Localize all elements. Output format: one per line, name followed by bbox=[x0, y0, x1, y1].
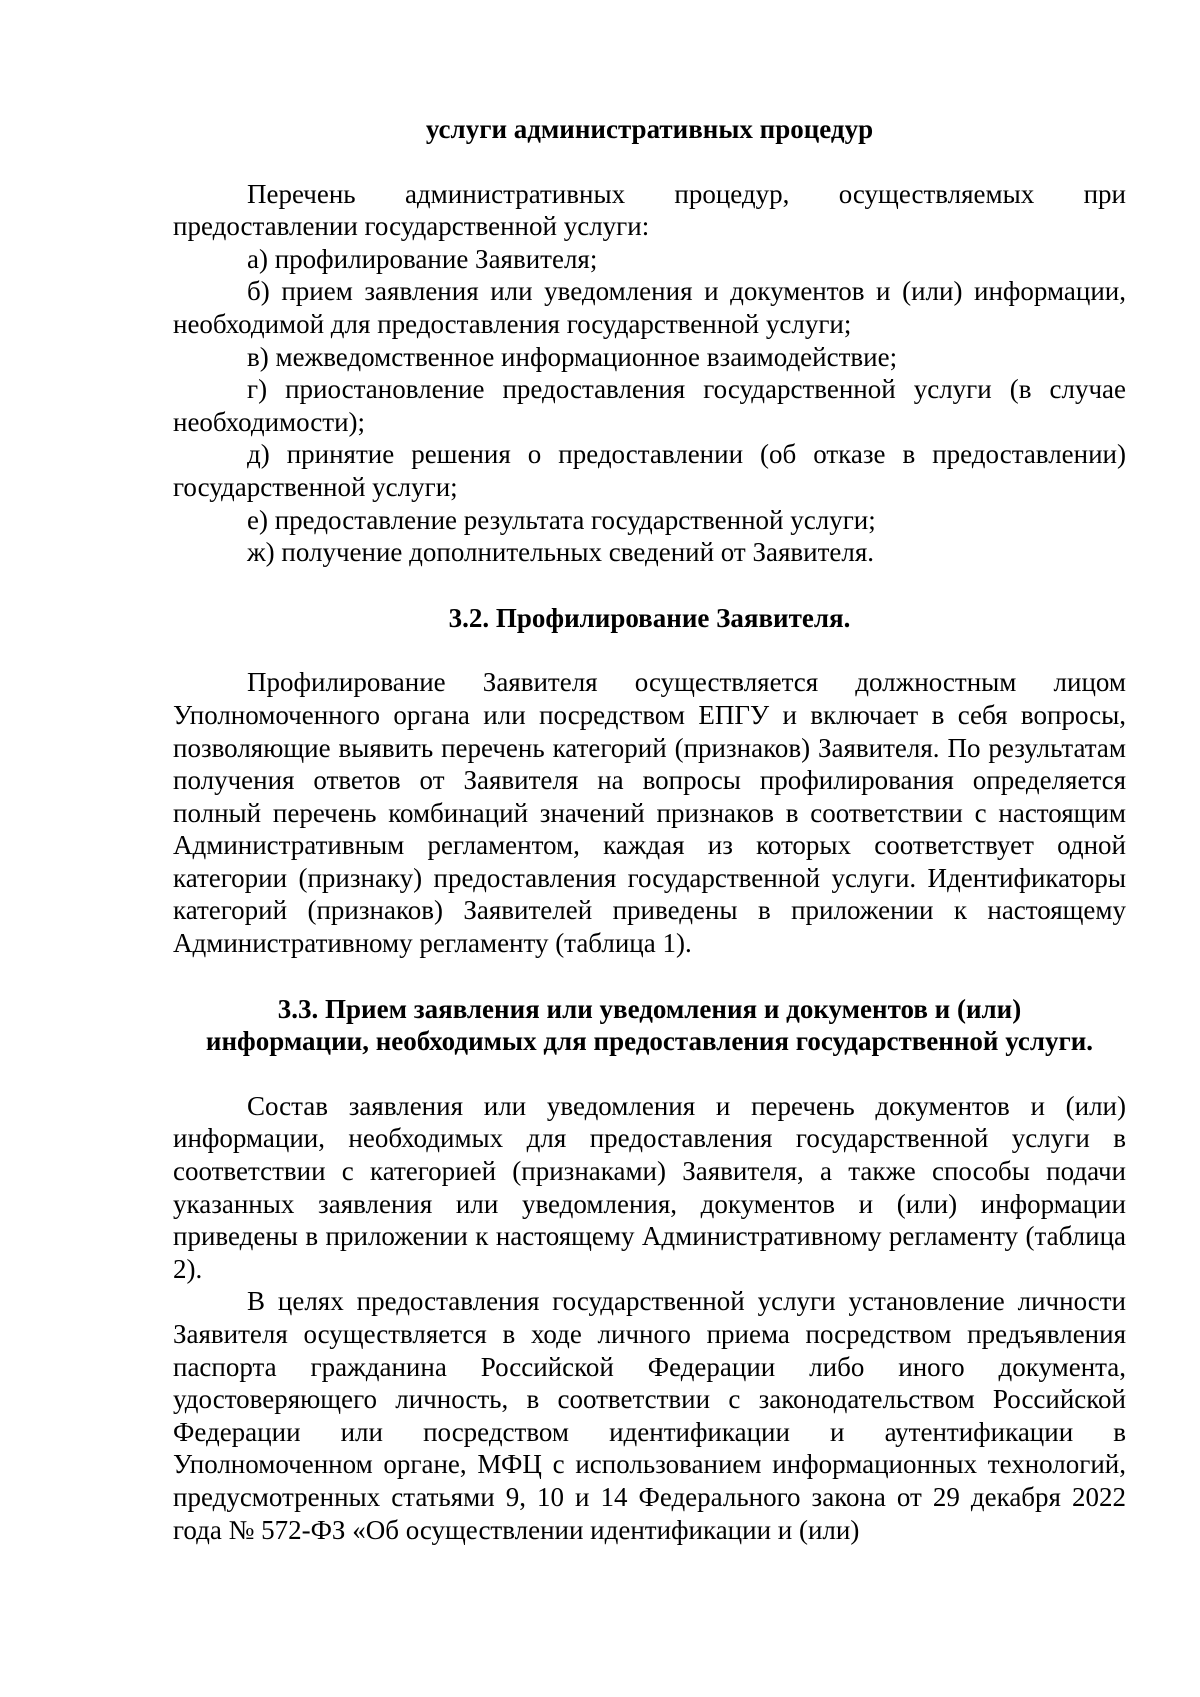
section-3-3-paragraph-2: В целях предоставления государственной услуги установление личности Заявителя осуществляется в ходе личного приема посредством предъявления паспорта гражданина Российской Федерации либо иного документа, удостоверяющего личность, в соответствии с законодательством Российской Федерации или посредством идентификации и аутентификации в Уполномоченном органе, МФЦ с использованием информационных технологий, предусмотренных статьями 9, 10 и 14 Федерального закона от 29 декабря 2022 года № 572-ФЗ «Об осуществлении идентификации и (или) bbox=[173, 1286, 1126, 1545]
procedure-item-e: е) предоставление результата государственной услуги; bbox=[247, 504, 876, 535]
section-3-2-title: 3.2. Профилирование Заявителя. bbox=[448, 602, 851, 633]
procedure-item-d: д) принятие решения о предоставлении (об отказе в предоставлении) государственной услуги; bbox=[173, 439, 1126, 502]
procedures-intro: Перечень административных процедур, осуществляемых при предоставлении государственной услуги: bbox=[173, 178, 1126, 242]
section-3-3-paragraph-1: Состав заявления или уведомления и перечень документов и (или) информации, необходимых для предоставления государственной услуги в соответствии с категорией (признаками) Заявителя, а также способы подачи указанных заявления или уведомления, документов и (или) информации приведены в приложении к настоящему Административному регламенту (таблица 2). bbox=[173, 1090, 1126, 1284]
section-heading-continuation: услуги административных процедур bbox=[425, 114, 874, 144]
section-3-3-title-line2: информации, необходимых для предоставления государственной услуги. bbox=[205, 1026, 1094, 1057]
procedure-item-g: г) приостановление предоставления государственной услуги (в случае необходимости); bbox=[173, 374, 1126, 437]
procedure-item-b: б) прием заявления или уведомления и документов и (или) информации, необходимой для предоставления государственной услуги; bbox=[173, 276, 1126, 339]
document-body bbox=[173, 113, 1126, 1546]
section-3-3-title-line1: 3.3. Прием заявления или уведомления и документов и (или) bbox=[277, 993, 1022, 1024]
section-3-2-paragraph: Профилирование Заявителя осуществляется должностным лицом Уполномоченного органа или посредством ЕПГУ и включает в себя вопросы, позволяющие выявить перечень категорий (признаков) Заявителя. По результатам получения ответов от Заявителя на вопросы профилирования определяется полный перечень комбинаций значений признаков в соответствии с настоящим Административным регламентом, каждая из которых соответствует одной категории (признаку) предоставления государственной услуги. Идентификаторы категорий (признаков) Заявителей приведены в приложении к настоящему Административному регламенту (таблица 1). bbox=[173, 667, 1126, 959]
procedure-item-v: в) межведомственное информационное взаимодействие; bbox=[247, 341, 898, 372]
procedure-item-zh: ж) получение дополнительных сведений от Заявителя. bbox=[247, 537, 875, 568]
procedure-item-a: а) профилирование Заявителя; bbox=[247, 243, 598, 274]
